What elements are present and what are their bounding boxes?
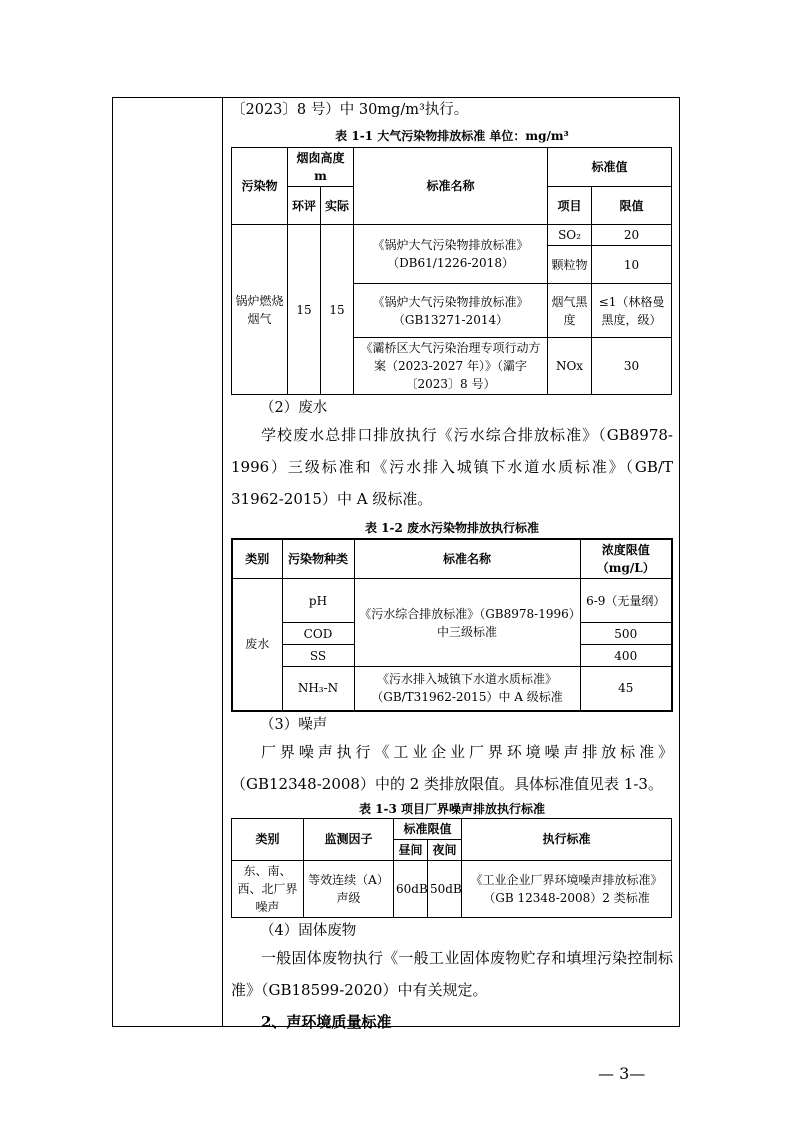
header-category: 类别 [232, 539, 282, 579]
header-limit: 限值 [592, 187, 672, 225]
header-pollutant: 污染物种类 [282, 539, 354, 579]
day-limit-cell: 60dB [394, 860, 428, 917]
page-number: — 3— [598, 1064, 646, 1083]
air-pollutant-table [231, 147, 672, 395]
standard-cell: 《锅炉大气污染物排放标准》（DB61/1226-2018） [354, 225, 548, 284]
header-pollutant: 污染物 [232, 148, 288, 225]
table1-caption: 表 1-1 大气污染物排放标准 单位：mg/m³ [335, 129, 569, 143]
standard-cell: 《锅炉大气污染物排放标准》（GB13271-2014） [354, 284, 548, 338]
header-factor: 监测因子 [304, 818, 394, 860]
factor-cell: 等效连续（A）声级 [304, 860, 394, 917]
item-cell: SO₂ [548, 225, 592, 246]
solid-waste-title: （4）固体废物 [260, 922, 357, 939]
limit-cell: 30 [592, 338, 672, 395]
item-cell: 颗粒物 [548, 246, 592, 284]
standard-cell: 《灞桥区大气污染治理专项行动方案（2023-2027 年）》（灞字〔2023〕8 号） [354, 338, 548, 395]
wastewater-table [231, 538, 673, 712]
actual-height-cell: 15 [321, 225, 354, 395]
pollutant-cell: NH₃-N [282, 667, 354, 711]
header-standard-value: 标准值 [548, 148, 672, 187]
header-limit: 浓度限值（mg/L） [580, 539, 672, 579]
noise-table [231, 818, 672, 918]
night-limit-cell: 50dB [428, 860, 462, 917]
item-cell: 烟气黑度 [548, 284, 592, 338]
document-frame [112, 97, 680, 1031]
pollutant-cell: SS [282, 645, 354, 667]
left-column [113, 98, 223, 1026]
content-column [231, 98, 673, 1038]
standard-cell: 《污水排入城镇下水道水质标准》（GB/T31962-2015）中 A 级标准 [354, 667, 580, 711]
limit-cell: 20 [592, 225, 672, 246]
intro-tail: 〔2023〕8 号）中 30mg/m³执行。 [231, 102, 469, 118]
limit-cell: 10 [592, 246, 672, 284]
item-cell: NOx [548, 338, 592, 395]
pollutant-cell: COD [282, 623, 354, 645]
noise-title: （3）噪声 [260, 716, 328, 733]
category-cell: 东、南、西、北厂界噪声 [232, 860, 304, 917]
header-stack-height: 烟囱高度 m [288, 148, 354, 187]
header-night: 夜间 [428, 839, 462, 860]
table2-caption: 表 1-2 废水污染物排放执行标准 [364, 521, 540, 535]
header-actual: 实际 [321, 187, 354, 225]
header-standard-name: 标准名称 [354, 539, 580, 579]
limit-cell: 45 [580, 667, 672, 711]
header-item: 项目 [548, 187, 592, 225]
standard-cell: 《污水综合排放标准》（GB8978-1996）中三级标准 [354, 579, 580, 667]
pollutant-cell: pH [282, 579, 354, 623]
eia-height-cell: 15 [288, 225, 321, 395]
header-day: 昼间 [394, 839, 428, 860]
header-standard-name: 标准名称 [354, 148, 548, 225]
header-category: 类别 [232, 818, 304, 860]
standard-cell: 《工业企业厂界环境噪声排放标准》（GB 12348-2008）2 类标准 [462, 860, 672, 917]
pollutant-cell: 锅炉燃烧烟气 [232, 225, 288, 395]
header-standard: 执行标准 [462, 818, 672, 860]
section2-title: 2、声环境质量标准 [261, 1012, 392, 1031]
limit-cell: ≤1（林格曼黑度，级） [592, 284, 672, 338]
limit-cell: 6-9（无量纲） [580, 579, 672, 623]
limit-cell: 400 [580, 645, 672, 667]
wastewater-title: （2）废水 [260, 400, 328, 416]
limit-cell: 500 [580, 623, 672, 645]
wastewater-paragraph: 学校废水总排口排放执行《污水综合排放标准》（GB8978-1996）三级标准和《污水排入城镇下水道水质标准》（GB/T 31962-2015）中 A 级标准。 [231, 426, 673, 508]
solid-waste-paragraph: 一般固体废物执行《一般工业固体废物贮存和填埋污染控制标准》（GB18599-2020）中有关规定。 [231, 948, 673, 999]
header-eia: 环评 [288, 187, 321, 225]
header-limit: 标准限值 [394, 818, 462, 839]
noise-paragraph: 厂界噪声执行《工业企业厂界环境噪声排放标准》（GB12348-2008）中的 2 类排放限值。具体标准值见表 1-3。 [231, 742, 673, 793]
category-cell: 废水 [232, 579, 282, 711]
table3-caption: 表 1-3 项目厂界噪声排放执行标准 [358, 801, 546, 816]
